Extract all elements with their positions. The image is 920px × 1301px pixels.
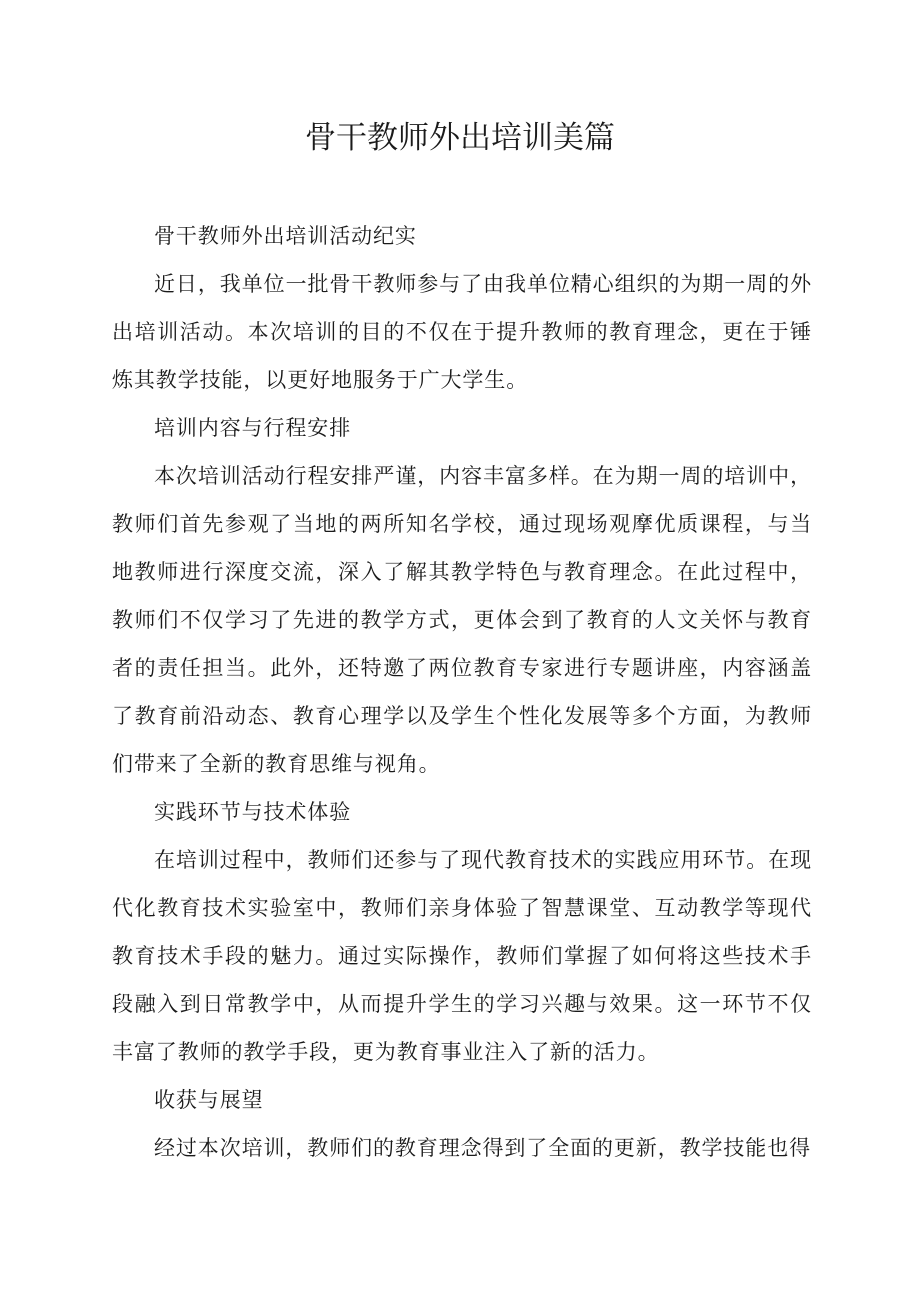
- section-paragraph-practice: 在培训过程中，教师们还参与了现代教育技术的实践应用环节。在现代化教育技术实验室中，教师们亲身体验了智慧课堂、互动教学等现代教育技术手段的魅力。通过实际操作，教师们掌握了如何将这些技术手段融入到日常教学中，从而提升学生的学习兴趣与效果。这一环节不仅丰富了教师的教学手段，更为教育事业注入了新的活力。: [112, 848, 812, 1064]
- section-heading-outlook: 收获与展望: [154, 1088, 264, 1112]
- document-body: [112, 212, 812, 1172]
- section-heading-practice: 实践环节与技术体验: [154, 800, 352, 824]
- intro-paragraph: 近日，我单位一批骨干教师参与了由我单位精心组织的为期一周的外出培训活动。本次培训的目的不仅在于提升教师的教育理念，更在于锤炼其教学技能，以更好地服务于广大学生。: [112, 272, 812, 392]
- document-subtitle: 骨干教师外出培训活动纪实: [154, 224, 417, 248]
- document-title: 骨干教师外出培训美篇: [305, 120, 615, 156]
- section-paragraph-outlook: 经过本次培训，教师们的教育理念得到了全面的更新，教学技能也得: [154, 1136, 811, 1160]
- section-paragraph-training-content: 本次培训活动行程安排严谨，内容丰富多样。在为期一周的培训中，教师们首先参观了当地的两所知名学校，通过现场观摩优质课程，与当地教师进行深度交流，深入了解其教学特色与教育理念。在此过程中，教师们不仅学习了先进的教学方式，更体会到了教育的人文关怀与教育者的责任担当。此外，还特邀了两位教育专家进行专题讲座，内容涵盖了教育前沿动态、教育心理学以及学生个性化发展等多个方面，为教师们带来了全新的教育思维与视角。: [112, 464, 812, 776]
- section-heading-training-content: 培训内容与行程安排: [154, 416, 352, 440]
